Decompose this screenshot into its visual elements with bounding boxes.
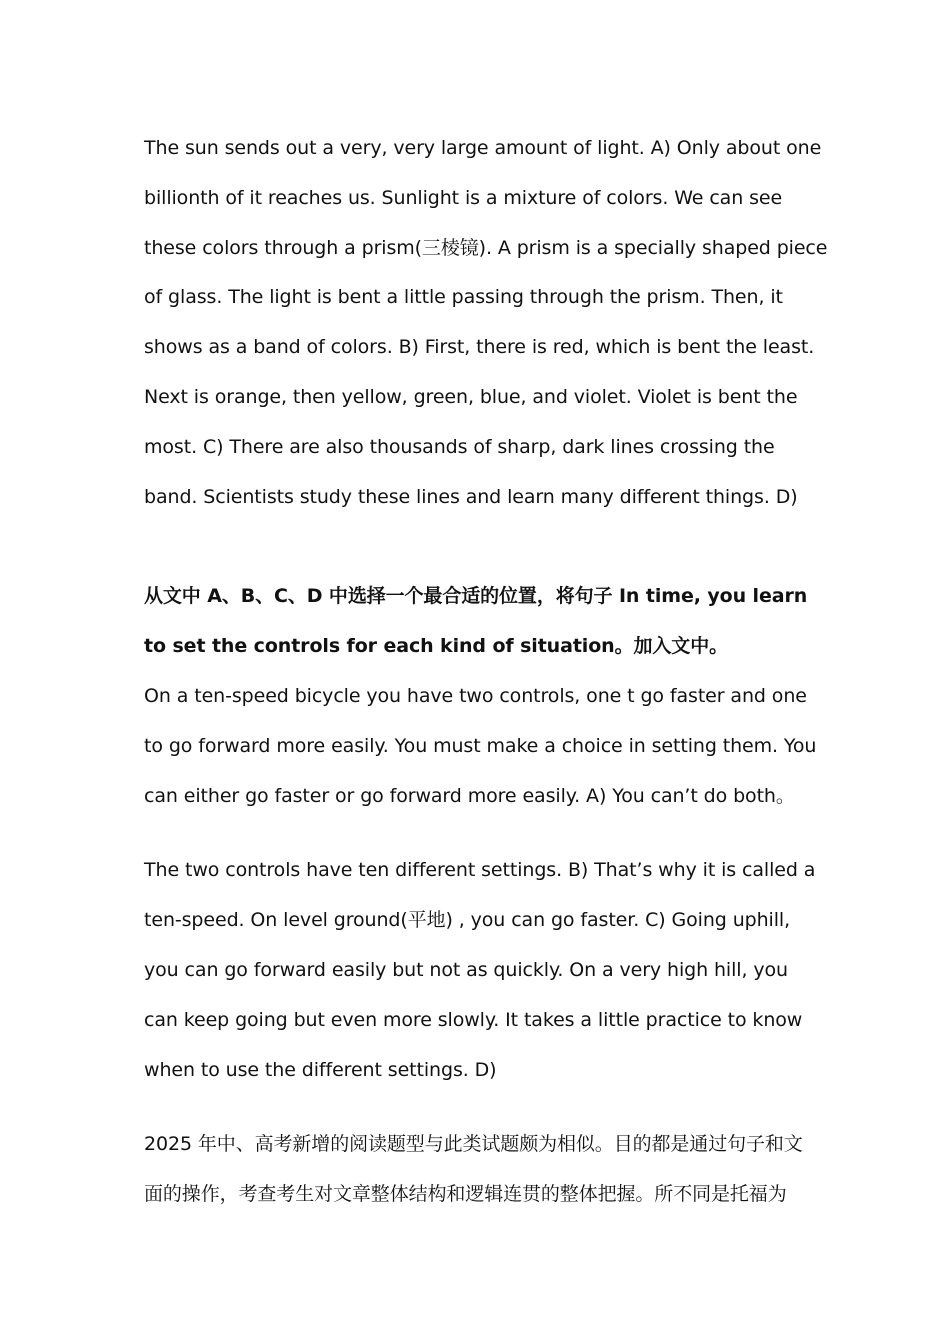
text-line: band. Scientists study these lines and learn many different things. D) [144,485,798,508]
text-line: most. C) There are also thousands of sharp, dark lines crossing the [144,435,775,458]
text-line: The two controls have ten different settings. B) That’s why it is called a [144,859,816,882]
text-line: when to use the different settings. D) [144,1058,497,1081]
text-line: these colors through a prism(三棱镜). A prism is a specially shaped piece [144,236,828,259]
passage-sunlight [144,124,828,522]
text-line: 从文中 A、B、C、D 中选择一个最合适的位置，将句子 In time, you learn [144,585,808,608]
text-line: billionth of it reaches us. Sunlight is a mixture of colors. We can see [144,186,783,209]
question-instruction [144,572,814,672]
text-line: 2025 年中、高考新增的阅读题型与此类试题颇为相似。目的都是通过句子和文 [144,1133,803,1156]
text-line: of glass. The light is bent a little passing through the prism. Then, it [144,286,783,309]
paragraph-spacer [144,522,814,572]
text-line: 面的操作，考查考生对文章整体结构和逻辑连贯的整体把握。所不同是托福为 [144,1183,787,1206]
text-line: to set the controls for each kind of situation。加入文中。 [144,635,729,658]
paragraph-spacer [144,1095,814,1120]
text-line: can keep going but even more slowly. It takes a little practice to know [144,1008,803,1031]
commentary-paragraph [144,1120,814,1220]
text-line: shows as a band of colors. B) First, there is red, which is bent the least. [144,336,815,359]
text-line: can either go faster or go forward more easily. A) You can’t do both。 [144,784,795,807]
text-line: Next is orange, then yellow, green, blue, and violet. Violet is bent the [144,385,798,408]
text-line: ten-speed. On level ground(平地) , you can go faster. C) Going uphill, [144,909,791,932]
text-line: The sun sends out a very, very large amount of light. A) Only about one [144,137,822,159]
paragraph-spacer [144,821,814,846]
text-line: On a ten-speed bicycle you have two controls, one t go faster and one [144,684,807,707]
text-line: to go forward more easily. You must make a choice in setting them. You [144,734,817,757]
document-body [144,124,828,1220]
passage-bicycle-part2 [144,846,814,1095]
passage-bicycle-part1 [144,672,817,821]
text-line: you can go forward easily but not as quickly. On a very high hill, you [144,958,788,981]
